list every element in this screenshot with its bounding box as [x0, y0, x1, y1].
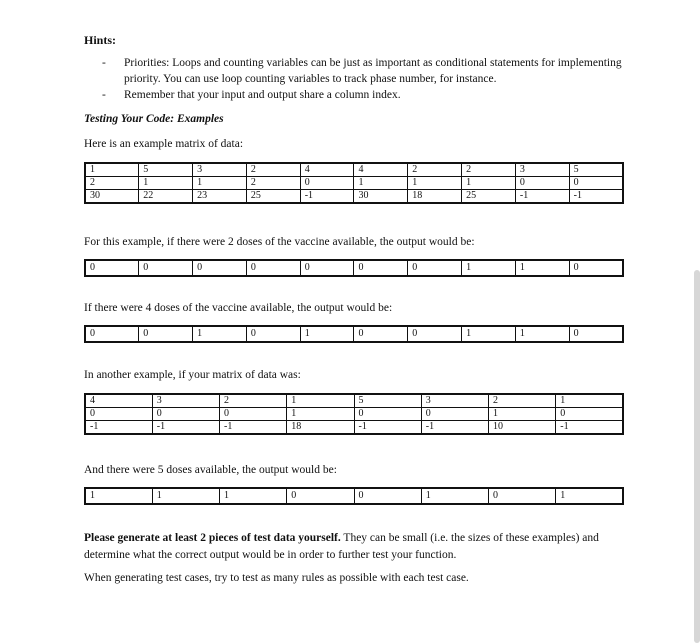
matrix-cell: 0 [152, 408, 219, 421]
output-cell: 1 [85, 488, 152, 504]
data-matrix-2 [84, 393, 624, 435]
output-cell: 0 [354, 488, 421, 504]
output-cell: 0 [354, 260, 408, 276]
output-cell: 0 [246, 260, 300, 276]
matrix-cell: 0 [556, 408, 623, 421]
output-cell: 0 [300, 260, 354, 276]
generate-paragraph [84, 530, 604, 564]
output-row-2-doses [84, 259, 624, 277]
matrix-cell: 2 [246, 163, 300, 177]
example-intro: Here is an example matrix of data: [84, 138, 244, 150]
matrix-cell: 3 [515, 163, 569, 177]
matrix-cell: -1 [220, 421, 287, 435]
matrix-cell: 1 [287, 408, 354, 421]
bullet-dash: - [102, 57, 106, 69]
output-cell: 0 [569, 260, 623, 276]
bullet-dash: - [102, 89, 106, 101]
table-row [85, 190, 623, 204]
matrix-cell: 0 [85, 408, 152, 421]
matrix-cell: 2 [489, 394, 556, 408]
output-cell: 1 [462, 260, 516, 276]
matrix-cell: 0 [515, 177, 569, 190]
matrix-cell: 2 [408, 163, 462, 177]
matrix-cell: 0 [220, 408, 287, 421]
two-doses-text: For this example, if there were 2 doses of the vaccine available, the output would be: [84, 236, 475, 248]
matrix-cell: 3 [193, 163, 247, 177]
matrix-cell: 22 [139, 190, 193, 204]
four-doses-text: If there were 4 doses of the vaccine available, the output would be: [84, 302, 393, 314]
output-cell: 0 [139, 260, 193, 276]
matrix-cell: 2 [85, 177, 139, 190]
output-cell: 1 [515, 326, 569, 342]
output-cell: 0 [489, 488, 556, 504]
matrix-cell: 4 [85, 394, 152, 408]
output-cell: 1 [300, 326, 354, 342]
another-example-text: In another example, if your matrix of data was: [84, 369, 301, 381]
generate-rest-text: They can be small (i.e. the sizes of these examples) and determine what the correct output would be in order to further test your function. [84, 532, 599, 561]
hints-heading: Hints: [84, 33, 117, 47]
output-cell: 1 [515, 260, 569, 276]
table-row [85, 394, 623, 408]
matrix-cell: -1 [300, 190, 354, 204]
matrix-cell: 5 [569, 163, 623, 177]
matrix-cell: -1 [85, 421, 152, 435]
output-cell: 0 [85, 260, 139, 276]
output-cell: 0 [354, 326, 408, 342]
matrix-cell: 23 [193, 190, 247, 204]
matrix-cell: 0 [569, 177, 623, 190]
matrix-cell: 1 [408, 177, 462, 190]
vertical-scrollbar[interactable] [694, 270, 700, 643]
matrix-cell: -1 [515, 190, 569, 204]
matrix-cell: 0 [300, 177, 354, 190]
matrix-cell: 25 [462, 190, 516, 204]
matrix-cell: 2 [246, 177, 300, 190]
output-cell: 1 [193, 326, 247, 342]
output-cell: 0 [408, 260, 462, 276]
matrix-cell: -1 [569, 190, 623, 204]
matrix-cell: 25 [246, 190, 300, 204]
matrix-cell: 0 [354, 408, 421, 421]
output-cell: 0 [139, 326, 193, 342]
table-row [85, 421, 623, 435]
matrix-cell: -1 [556, 421, 623, 435]
matrix-cell: 1 [462, 177, 516, 190]
matrix-cell: 1 [556, 394, 623, 408]
matrix-cell: 5 [139, 163, 193, 177]
matrix-cell: 4 [300, 163, 354, 177]
matrix-cell: 30 [354, 190, 408, 204]
matrix-cell: 0 [421, 408, 488, 421]
hint-item [102, 55, 642, 87]
data-matrix-1 [84, 162, 624, 204]
matrix-cell: 5 [354, 394, 421, 408]
matrix-cell: 3 [152, 394, 219, 408]
table-row [85, 326, 623, 342]
output-cell: 1 [421, 488, 488, 504]
matrix-cell: -1 [421, 421, 488, 435]
matrix-cell: 1 [287, 394, 354, 408]
matrix-cell: 1 [489, 408, 556, 421]
matrix-cell: 3 [421, 394, 488, 408]
five-doses-text: And there were 5 doses available, the output would be: [84, 464, 337, 476]
generate-bold-text: Please generate at least 2 pieces of test data yourself. [84, 532, 341, 544]
matrix-cell: 1 [354, 177, 408, 190]
matrix-cell: 10 [489, 421, 556, 435]
matrix-cell: 2 [462, 163, 516, 177]
hints-list [102, 55, 642, 103]
output-cell: 1 [556, 488, 623, 504]
hint-text: Remember that your input and output share a column index. [124, 89, 401, 101]
table-row [85, 260, 623, 276]
matrix-cell: 1 [193, 177, 247, 190]
table-row [85, 488, 623, 504]
output-row-4-doses [84, 325, 624, 343]
output-cell: 0 [193, 260, 247, 276]
output-cell: 0 [246, 326, 300, 342]
table-row [85, 408, 623, 421]
matrix-cell: -1 [152, 421, 219, 435]
matrix-cell: -1 [354, 421, 421, 435]
table-row [85, 177, 623, 190]
output-cell: 1 [152, 488, 219, 504]
matrix-cell: 18 [287, 421, 354, 435]
hint-text: Priorities: Loops and counting variables can be just as important as conditional statements for implementing priority. You can use loop counting variables to track phase number, for instance. [124, 57, 622, 85]
table-row [85, 163, 623, 177]
testing-heading: Testing Your Code: Examples [84, 113, 224, 125]
output-cell: 0 [408, 326, 462, 342]
output-cell: 0 [85, 326, 139, 342]
matrix-cell: 4 [354, 163, 408, 177]
hint-item [102, 87, 642, 103]
matrix-cell: 1 [139, 177, 193, 190]
final-paragraph: When generating test cases, try to test as many rules as possible with each test case. [84, 572, 469, 584]
output-cell: 1 [462, 326, 516, 342]
output-cell: 0 [569, 326, 623, 342]
output-cell: 0 [287, 488, 354, 504]
matrix-cell: 1 [85, 163, 139, 177]
matrix-cell: 30 [85, 190, 139, 204]
matrix-cell: 18 [408, 190, 462, 204]
output-cell: 1 [220, 488, 287, 504]
output-row-5-doses [84, 487, 624, 505]
matrix-cell: 2 [220, 394, 287, 408]
